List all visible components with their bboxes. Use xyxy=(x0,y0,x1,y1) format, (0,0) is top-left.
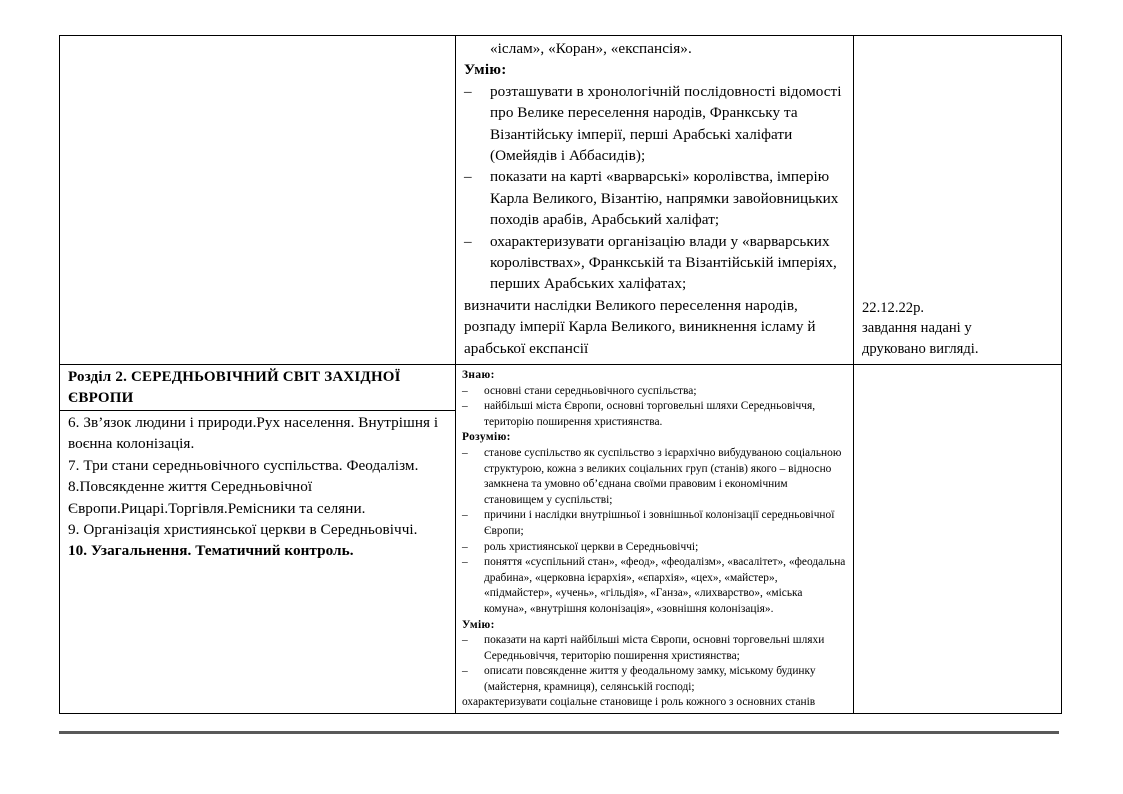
list-item xyxy=(462,664,847,695)
dash-icon: – xyxy=(464,232,472,250)
list-item-text: найбільші міста Європи, основні торговельні шляхи Середньовіччя, територію поширення християнства. xyxy=(484,400,816,428)
list-item: 8.Повсякденне життя Середньовічної Європи.Рицарі.Торгівля.Ремісники та селяни. xyxy=(68,478,366,517)
list-item-text: причини і наслідки внутрішньої і зовнішньої колонізації середньовічної Європи; xyxy=(484,509,835,537)
label-umiyu-row1: Умію: xyxy=(464,61,507,79)
label-znayu: Знаю: xyxy=(462,369,495,381)
terms-line: «іслам», «Коран», «експансія». xyxy=(490,40,692,57)
content-block-row2 xyxy=(456,365,853,713)
list-item-text: показати на карті «варварські» королівства, імперію Карла Великого, Візантію, напрямки завойовницьких походів арабів, Арабський халіфат; xyxy=(490,168,839,229)
list-item-text: описати повсякденне життя у феодальному замку, міському будинку (майстерня, крамниця), селянській господі; xyxy=(484,665,816,693)
list-item xyxy=(462,555,847,617)
list-item xyxy=(462,540,847,556)
notes-line-3: друковано вигляді. xyxy=(862,340,979,357)
list-item xyxy=(462,633,847,664)
list-item xyxy=(464,81,847,167)
list-item xyxy=(462,399,847,430)
dash-icon: – xyxy=(462,446,468,459)
label-rozumiyu: Розумію: xyxy=(462,431,511,444)
dash-icon: – xyxy=(462,556,468,569)
cell-content-row1 xyxy=(456,36,854,365)
list-item xyxy=(462,446,847,508)
dash-icon: – xyxy=(462,509,468,522)
label-umiyu-row2: Умію: xyxy=(462,618,495,631)
table-row xyxy=(60,365,1062,714)
dash-icon: – xyxy=(462,665,468,678)
cell-content-row2 xyxy=(456,365,854,714)
notes-date: 22.12.22р. xyxy=(862,299,925,316)
list-item xyxy=(462,384,847,400)
notes-line-2: завдання надані у xyxy=(862,320,972,336)
list-item-text: станове суспільство як суспільство з ієрархічно вибудуваною соціальною структурою, кожна з великих соціальних груп (станів) якого – відносно замкнена та умовно об’єднана своїми правовим і економічним становищем у суспільстві; xyxy=(484,446,842,506)
lesson-list xyxy=(60,411,455,564)
cell-topic-row2 xyxy=(60,365,456,714)
content-block-row1 xyxy=(456,36,853,361)
list-item-text: поняття «суспільний стан», «феод», «феодалізм», «васалітет», «феодальна драбина», «церковна ієрархія», «єпархія», «цех», «майстер», «підмайстер», «учень», «гільдія», «Ганза», «лихварство», «міська комуна», «внутрішня колонізація», «зовнішня колонізація». xyxy=(484,556,846,615)
list-item-text: роль християнської церкви в Середньовіччі; xyxy=(484,540,699,553)
dash-icon: – xyxy=(464,168,472,186)
closing-line-row2: охарактеризувати соціальне становище і роль кожного з основних станів xyxy=(462,696,816,709)
cell-topic-row1 xyxy=(60,36,456,365)
list-item-text: основні стани середньовічного суспільства; xyxy=(484,384,697,397)
list-item-highlighted: 10. Узагальнення. Тематичний контроль. xyxy=(68,542,354,560)
list-item xyxy=(462,508,847,539)
dash-icon: – xyxy=(464,82,472,100)
list-item-text: охарактеризувати організацію влади у «варварських королівствах», Франкській та Візантійській імперіях, перших Арабських халіфатах; xyxy=(490,232,837,293)
closing-line-row1: визначити наслідки Великого переселення народів, розпаду імперії Карла Великого, виникнення ісламу й арабської експансії xyxy=(464,296,816,357)
dash-icon: – xyxy=(462,384,468,397)
dash-icon: – xyxy=(462,634,468,647)
list-item xyxy=(464,231,847,295)
curriculum-table xyxy=(59,35,1062,714)
list-item-text: розташувати в хронологічній послідовності відомості про Велике переселення народів, Франкську та Візантійську імперії, перші Арабські халіфати (Омейядів і Аббасидів); xyxy=(490,82,842,165)
section-heading: Розділ 2. СЕРЕДНЬОВІЧНИЙ СВІТ ЗАХІДНОЇ ЄВРОПИ xyxy=(60,365,455,411)
list-item: 6. Зв’язок людини і природи.Рух населення. Внутрішня і воєнна колонізація. xyxy=(68,414,439,453)
topic-text-row1 xyxy=(60,36,455,40)
list-item: 9. Організація християнської церкви в Середньовіччі. xyxy=(68,521,418,539)
cell-notes-row2 xyxy=(854,299,1062,714)
dash-icon: – xyxy=(462,540,468,553)
list-item xyxy=(464,166,847,230)
list-item: 7. Три стани середньовічного суспільства. Феодалізм. xyxy=(68,456,419,474)
dash-icon: – xyxy=(462,400,468,413)
notes-text-row1 xyxy=(854,36,1061,42)
list-item-text: показати на карті найбільші міста Європи, основні торговельні шляхи Середньовіччя, територію поширення християнства; xyxy=(484,634,825,662)
notes-text-row2 xyxy=(862,298,978,360)
page-bottom-rule xyxy=(59,731,1059,734)
